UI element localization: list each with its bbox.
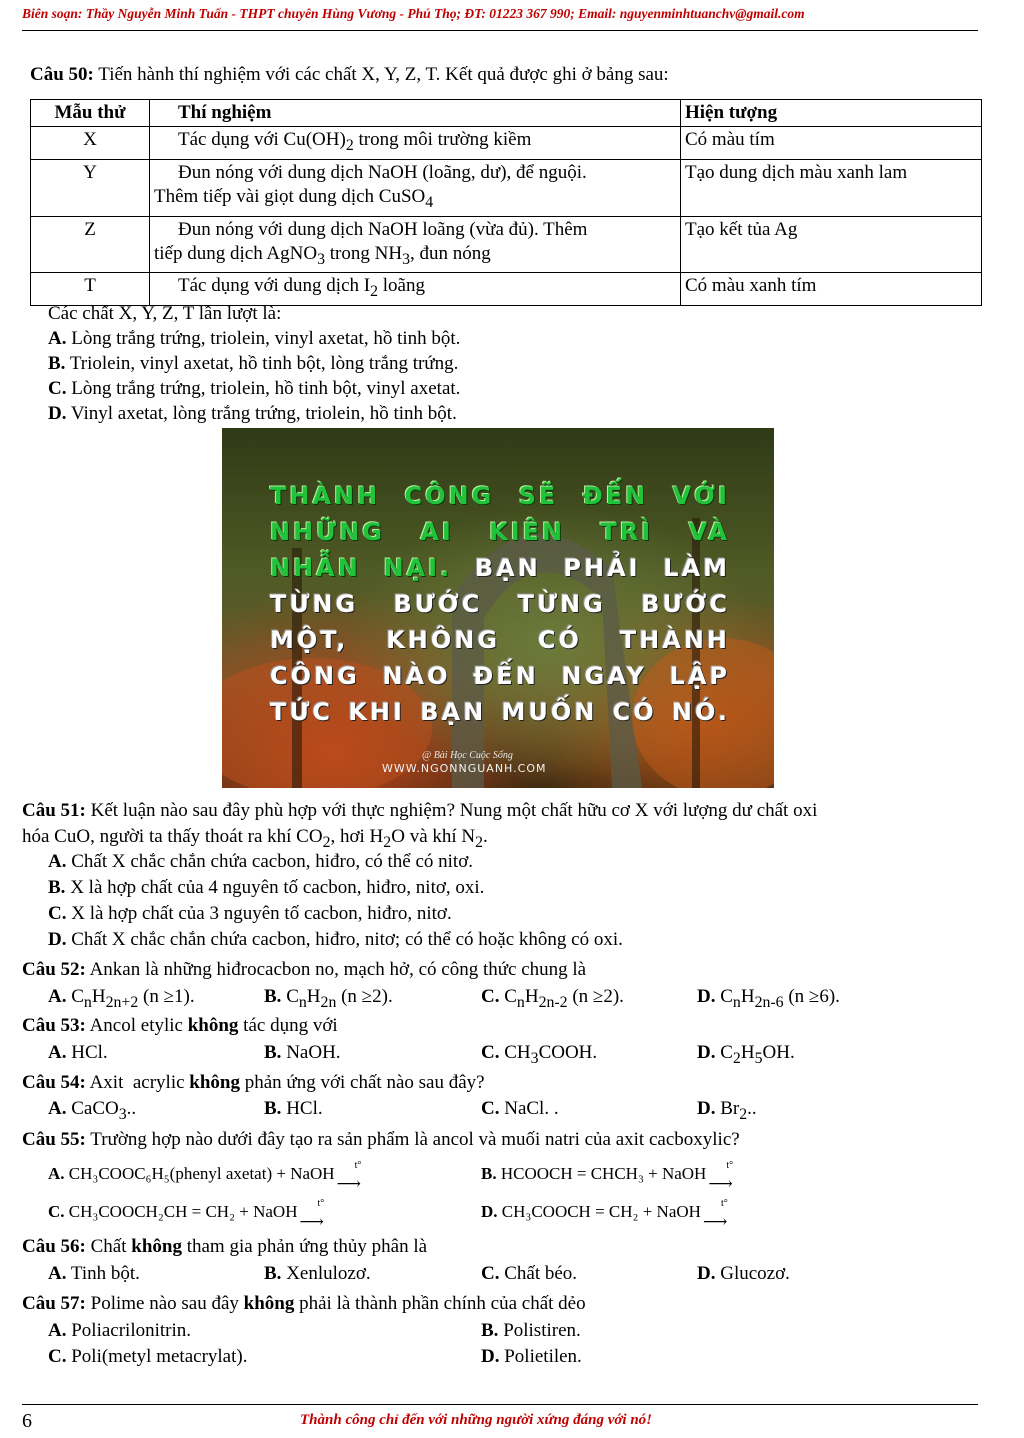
option-c: C. Lòng trắng trứng, triolein, hồ tinh bột, vinyl axetat.: [48, 378, 461, 399]
page-header: Biên soạn: Thầy Nguyễn Minh Tuấn - THPT chuyên Hùng Vương - Phú Thọ; ĐT: 01223 367 990; Email: nguyenminhtuanchv@gmail.com: [22, 6, 805, 21]
cell-experiment: Đun nóng với dung dịch NaOH (loãng, dư), để nguội. Thêm tiếp vài giọt dung dịch CuSO$_4$: [150, 159, 681, 216]
table-header-row: [31, 100, 982, 127]
cell-sample: Z: [31, 216, 150, 273]
option-d: D. $C_nH_{2n-6}$ (n ≥6).: [697, 986, 840, 1011]
footer-motto: Thành công chỉ đến với những người xứng đáng với nó!: [300, 1412, 653, 1428]
option-c: C. Poli(metyl metacrylat).: [48, 1346, 248, 1367]
option-a: A. HCl.: [48, 1042, 108, 1063]
option-a: A. Tinh bột.: [48, 1263, 140, 1284]
cell-result: Có màu tím: [681, 127, 982, 160]
option-d: D. $C_2H_5OH$.: [697, 1042, 795, 1067]
table-row: [31, 216, 982, 273]
option-b: B. X là hợp chất của 4 nguyên tố cacbon, hiđro, nitơ, oxi.: [48, 877, 485, 898]
option-d: D. Glucozơ.: [697, 1263, 790, 1284]
option-d: D. Chất X chắc chắn chứa cacbon, hiđro, nitơ; có thể có hoặc không có oxi.: [48, 929, 623, 950]
reaction-arrow: t° ⟶: [336, 1160, 362, 1193]
option-a: A. CaCO$_3$..: [48, 1098, 137, 1123]
reaction-arrow: t° ⟶: [299, 1198, 325, 1231]
option-c: C. $CH_3COOH$.: [481, 1042, 598, 1067]
question-53-stem: Câu 53: Ancol etylic không tác dụng với: [22, 1015, 338, 1036]
col-header-sample: Mẫu thử: [31, 100, 150, 127]
option-a: A. $C_nH_{2n+2}$ (n ≥1).: [48, 986, 195, 1011]
option-d: D. $Br_2$..: [697, 1098, 757, 1123]
option-d: D. Vinyl axetat, lòng trắng trứng, triolein, hồ tinh bột.: [48, 403, 457, 424]
option-d: D. Polietilen.: [481, 1346, 582, 1367]
option-c: C. NaCl. .: [481, 1098, 559, 1119]
cell-experiment: Đun nóng với dung dịch NaOH loãng (vừa đủ). Thêm tiếp dung dịch AgNO$_3$ trong $NH_3$, đun nóng: [150, 216, 681, 273]
option-b: B. $C_nH_{2n}$ (n ≥2).: [264, 986, 393, 1011]
banner-signature: @ Bài Học Cuộc Sống: [422, 750, 513, 761]
option-a: A. Poliacrilonitrin.: [48, 1320, 192, 1341]
cell-sample: T: [31, 273, 150, 306]
option-d: D. CH₃COOCH = CH₂ + NaOH t° ⟶: [481, 1201, 753, 1223]
question-51-stem: Câu 51: Kết luận nào sau đây phù hợp với thực nghiệm? Nung một chất hữu cơ X với lượng dư chất oxi: [22, 800, 818, 821]
option-c: C. X là hợp chất của 3 nguyên tố cacbon, hiđro, nitơ.: [48, 903, 452, 924]
question-52-stem: Câu 52: Ankan là những hiđrocacbon no, mạch hở, có công thức chung là: [22, 959, 587, 980]
table-row: [31, 127, 982, 160]
option-c: C. Chất béo.: [481, 1263, 578, 1284]
cell-sample: X: [31, 127, 150, 160]
reaction-arrow: t° ⟶: [708, 1160, 734, 1193]
page-number: 6: [22, 1410, 32, 1432]
option-a: A. Chất X chắc chắn chứa cacbon, hiđro, có thể có nitơ.: [48, 851, 474, 872]
question-text: Tiến hành thí nghiệm với các chất X, Y, Z, T. Kết quả được ghi ở bảng sau:: [93, 64, 669, 85]
footer-divider: [22, 1404, 978, 1405]
option-a: A. Lòng trắng trứng, triolein, vinyl axetat, hồ tinh bột.: [48, 328, 461, 349]
col-header-result: Hiện tượng: [681, 100, 982, 127]
question-label: Câu 50:: [30, 64, 94, 85]
reaction-arrow: t° ⟶: [702, 1198, 728, 1231]
option-b: B. Polistiren.: [481, 1320, 581, 1341]
table-row: [31, 159, 982, 216]
question-51-stem-cont: hóa CuO, người ta thấy thoát ra khí $CO_2$, hơi $H_2O$ và khí $N_2$.: [22, 826, 488, 851]
option-b: B. Triolein, vinyl axetat, hồ tinh bột, lòng trắng trứng.: [48, 353, 459, 374]
question-50-stem: [30, 64, 669, 86]
option-b: B. HCl.: [264, 1098, 323, 1119]
cell-result: Tạo dung dịch màu xanh lam: [681, 159, 982, 216]
cell-experiment: Tác dụng với $Cu(OH)_2$ trong môi trường kiềm: [150, 127, 681, 160]
header-divider: [22, 30, 978, 31]
cell-result: Có màu xanh tím: [681, 273, 982, 306]
motivational-banner-image: [222, 428, 774, 788]
banner-quote: THÀNH CÔNG SẼ ĐẾN VỚI NHỮNG AI KIÊN TRÌ VÀ NHẪN NẠI. BẠN PHẢI LÀM TỪNG BƯỚC TỪNG BƯỚC MỘT, KHÔNG CÓ THÀNH CÔNG NÀO ĐẾN NGAY LẬP TỨC KHI BẠN MUỐN CÓ NÓ.: [270, 482, 730, 726]
question-54-stem: Câu 54: Axit acrylic không phản ứng với chất nào sau đây?: [22, 1072, 485, 1093]
cell-sample: Y: [31, 159, 150, 216]
option-b: B. NaOH.: [264, 1042, 341, 1063]
cell-experiment: Tác dụng với dung dịch $I_2$ loãng: [150, 273, 681, 306]
cell-result: Tạo kết tủa Ag: [681, 216, 982, 273]
option-a: A. CH₃COOC₆H₅(phenyl axetat) + NaOH t° ⟶: [48, 1163, 387, 1185]
table-row: [31, 273, 982, 306]
question-56-stem: Câu 56: Chất không tham gia phản ứng thủy phân là: [22, 1236, 428, 1257]
col-header-experiment: Thí nghiệm: [150, 100, 681, 127]
option-c: C. CH₃COOCH₂CH = CH₂ + NaOH t° ⟶: [48, 1201, 349, 1223]
option-b: B. Xenlulozơ.: [264, 1263, 371, 1284]
experiment-table: [30, 99, 982, 306]
question-50-prompt: Các chất X, Y, Z, T lần lượt là:: [48, 303, 282, 324]
question-57-stem: Câu 57: Polime nào sau đây không phải là thành phần chính của chất dẻo: [22, 1293, 586, 1314]
option-b: B. HCOOCH = CHCH₃ + NaOH t° ⟶: [481, 1163, 758, 1185]
question-55-stem: Câu 55: Trường hợp nào dưới đây tạo ra sản phẩm là ancol và muối natri của axit cacboxylic?: [22, 1129, 740, 1150]
banner-watermark: WWW.NGONNGUANH.COM: [382, 762, 547, 775]
option-c: C. $C_nH_{2n-2}$ (n ≥2).: [481, 986, 624, 1011]
